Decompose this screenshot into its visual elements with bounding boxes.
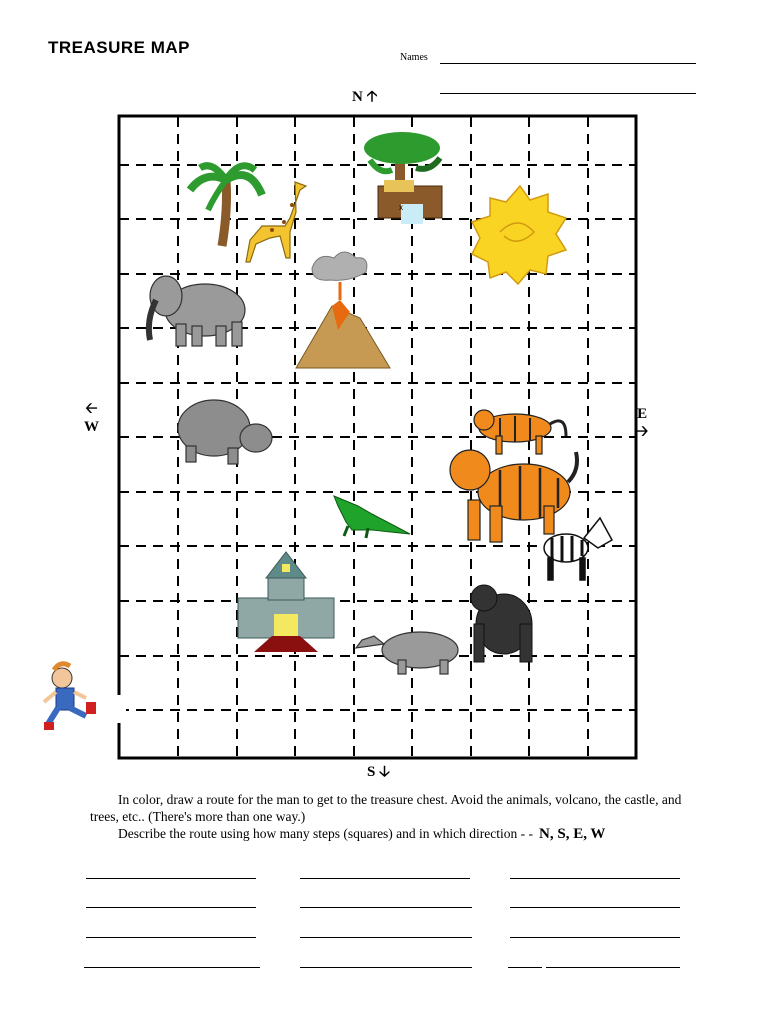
sun-icon: [472, 186, 566, 284]
compass-west: 🡠 W: [84, 401, 99, 435]
tiger-icon: [474, 410, 566, 454]
rhino-icon: [356, 632, 458, 674]
volcano-icon: [296, 252, 390, 368]
answer-line[interactable]: [84, 967, 260, 968]
compass-north: N 🡡: [352, 89, 378, 105]
arrow-left-icon: 🡠: [85, 401, 98, 417]
running-man-icon: [44, 664, 96, 730]
answer-line[interactable]: [86, 937, 256, 938]
answer-line[interactable]: [508, 967, 542, 968]
instructions-line-1: In color, draw a route for the man to get to the treasure chest. Avoid the animals, volcano, the castle, and trees, etc.. (There's more than one way.): [90, 792, 682, 824]
compass-east: E 🡢: [636, 406, 649, 440]
map-entrance: [112, 695, 126, 723]
arrow-up-icon: 🡡: [366, 89, 378, 105]
compass-south: S 🡣: [367, 764, 390, 780]
answer-line[interactable]: [510, 907, 680, 908]
arrow-down-icon: 🡣: [379, 764, 390, 780]
crocodile-icon: [334, 496, 410, 538]
answer-line[interactable]: [300, 878, 470, 879]
castle-icon: [238, 552, 334, 652]
tiger-icon: [450, 450, 577, 542]
gorilla-icon: [471, 585, 532, 662]
directions-label: N, S, E, W: [539, 826, 606, 842]
answer-line[interactable]: [300, 907, 472, 908]
names-label: Names: [400, 52, 428, 63]
elephant-icon: [149, 276, 245, 346]
answer-line[interactable]: [86, 878, 256, 879]
answer-line[interactable]: [546, 967, 680, 968]
answer-line[interactable]: [510, 937, 680, 938]
svg-text:x: x: [399, 203, 403, 212]
answer-line[interactable]: [510, 878, 680, 879]
arrow-right-icon: 🡢: [636, 424, 649, 440]
answer-line[interactable]: [300, 937, 472, 938]
giraffe-icon: [246, 182, 306, 262]
instructions-line-2: Describe the route using how many steps (squares) and in which direction - - N, S, E, W: [118, 826, 606, 842]
palm-tree-icon: [190, 166, 262, 246]
answer-line[interactable]: [86, 907, 256, 908]
page-title: TREASURE MAP: [48, 38, 191, 57]
treasure-chest-icon: [364, 132, 442, 224]
answer-line[interactable]: [300, 967, 472, 968]
instructions: [90, 791, 710, 843]
hippo-icon: [178, 400, 272, 464]
